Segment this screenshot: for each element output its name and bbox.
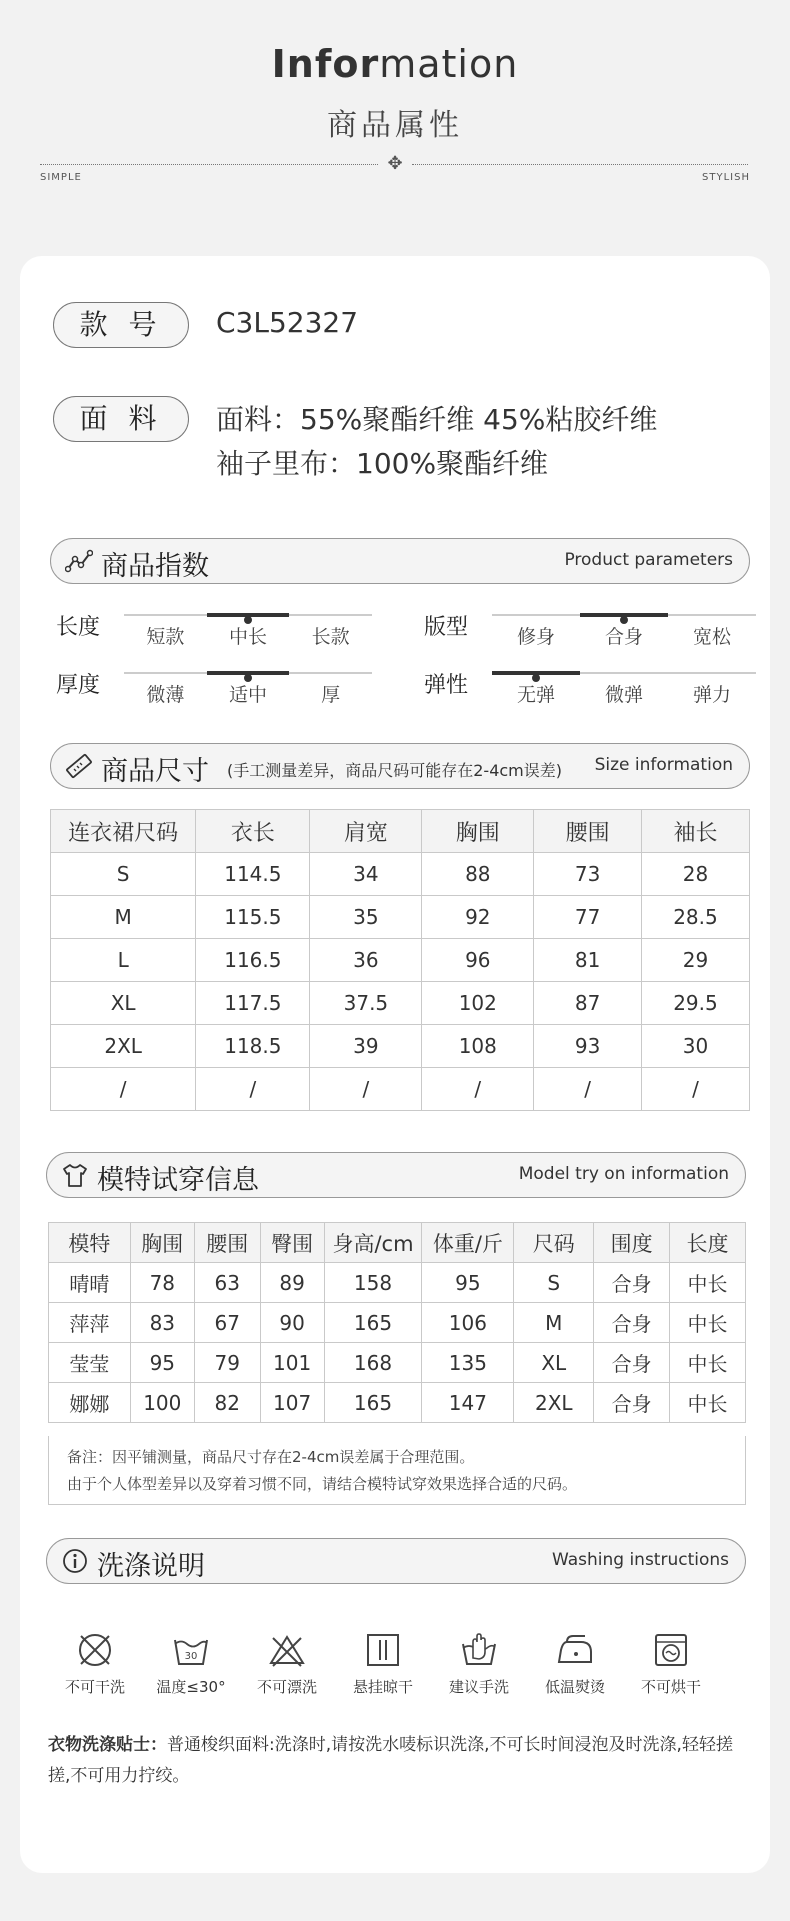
- model-header-cell: 尺码: [514, 1223, 594, 1263]
- model-table-header: [49, 1223, 746, 1263]
- param-option: 微薄: [146, 684, 185, 706]
- model-cell: 晴晴: [49, 1263, 131, 1303]
- trend-line-icon: [65, 547, 93, 575]
- param-option: 宽松: [692, 626, 731, 648]
- size-cell: 102: [422, 982, 534, 1025]
- move-cross-icon: ✥: [387, 153, 403, 174]
- info-icon: [61, 1547, 89, 1575]
- size-table-row: [51, 982, 750, 1025]
- size-cell: 35: [310, 896, 422, 939]
- size-cell: 96: [422, 939, 534, 982]
- wash-label: 低温熨烫: [544, 1678, 605, 1696]
- divider-right: [412, 164, 748, 165]
- size-table-row: [51, 1068, 750, 1111]
- param-label: 版型: [424, 615, 469, 640]
- param-label: 弹性: [424, 673, 469, 698]
- fabric-line-1: 面料：55%聚酯纤维 45%粘胶纤维: [216, 403, 658, 436]
- no-tumble-dry-icon: [651, 1630, 691, 1670]
- size-cell: /: [422, 1068, 534, 1111]
- model-cell: 135: [422, 1343, 514, 1383]
- style-label-pill: 款 号: [53, 302, 189, 348]
- model-table-row: [49, 1303, 746, 1343]
- model-cell: 95: [422, 1263, 514, 1303]
- model-cell: 合身: [594, 1343, 670, 1383]
- model-cell: 165: [324, 1383, 422, 1423]
- size-table-header: [51, 810, 750, 853]
- size-en-title: Size information: [594, 755, 733, 775]
- size-cell: 2XL: [51, 1025, 196, 1068]
- size-cell: 39: [310, 1025, 422, 1068]
- model-table-row: [49, 1383, 746, 1423]
- tshirt-icon: [61, 1161, 89, 1189]
- size-table-row: [51, 896, 750, 939]
- wash-label: 悬挂晾干: [352, 1678, 413, 1696]
- model-cell: 101: [260, 1343, 324, 1383]
- wash-label: 不可烘干: [640, 1678, 701, 1696]
- param-option: 中长: [228, 626, 267, 648]
- model-cell: 合身: [594, 1303, 670, 1343]
- param-option: 弹力: [692, 684, 731, 706]
- header-title: Information: [271, 42, 519, 86]
- model-header-cell: 腰围: [194, 1223, 260, 1263]
- model-cell: 168: [324, 1343, 422, 1383]
- model-cell: 67: [194, 1303, 260, 1343]
- model-cell: 娜娜: [49, 1383, 131, 1423]
- size-cell: /: [534, 1068, 642, 1111]
- model-cell: 79: [194, 1343, 260, 1383]
- washing-en-title: Washing instructions: [551, 1550, 729, 1570]
- remark-line-1: 备注：因平铺测量，商品尺寸存在2-4cm误差属于合理范围。: [67, 1448, 475, 1466]
- model-remark: [48, 1436, 746, 1505]
- model-cell: S: [514, 1263, 594, 1303]
- wash-item-hand-wash: [439, 1630, 519, 1697]
- washing-tip: [48, 1730, 754, 1792]
- size-cell: /: [196, 1068, 310, 1111]
- size-cell: M: [51, 896, 196, 939]
- fabric-line-2: 袖子里布：100%聚酯纤维: [216, 447, 549, 480]
- size-header-cell: 肩宽: [310, 810, 422, 853]
- model-header-cell: 胸围: [130, 1223, 194, 1263]
- model-cell: 147: [422, 1383, 514, 1423]
- size-cell: 117.5: [196, 982, 310, 1025]
- washing-title: 洗涤说明: [97, 1551, 205, 1582]
- remark-line-2: 由于个人体型差异以及穿着习惯不同，请结合模特试穿效果选择合适的尺码。: [67, 1475, 578, 1493]
- size-cell: 37.5: [310, 982, 422, 1025]
- param-option: 修身: [516, 626, 555, 648]
- params-en-title: Product parameters: [564, 550, 733, 570]
- model-cell: 83: [130, 1303, 194, 1343]
- size-table-row: [51, 853, 750, 896]
- size-cell: 114.5: [196, 853, 310, 896]
- size-cell: 30: [641, 1025, 749, 1068]
- model-cell: 莹莹: [49, 1343, 131, 1383]
- size-cell: 118.5: [196, 1025, 310, 1068]
- model-en-title: Model try on information: [518, 1164, 729, 1184]
- model-cell: 萍萍: [49, 1303, 131, 1343]
- size-cell: /: [641, 1068, 749, 1111]
- param-label: 长度: [56, 615, 101, 640]
- param-option: 微弹: [604, 684, 643, 706]
- model-cell: 63: [194, 1263, 260, 1303]
- size-table-row: [51, 1025, 750, 1068]
- wash-item-no-bleach: [247, 1630, 327, 1697]
- size-cell: S: [51, 853, 196, 896]
- size-cell: /: [51, 1068, 196, 1111]
- size-header-cell: 胸围: [422, 810, 534, 853]
- size-cell: 28.5: [641, 896, 749, 939]
- wash-temp-badge: 30: [184, 1651, 198, 1662]
- section-size-info: [50, 743, 750, 789]
- size-title: 商品尺寸: [101, 756, 209, 787]
- tag-stylish: STYLISH: [702, 172, 750, 183]
- param-option: 长款: [311, 626, 350, 648]
- model-header-cell: 长度: [670, 1223, 746, 1263]
- tip-text: 普通梭织面料:洗涤时,请按洗水唛标识洗涤,不可长时间浸泡及时洗涤,轻轻搓搓,不可用力拧绞。: [48, 1735, 733, 1786]
- model-table: [48, 1222, 746, 1423]
- size-header-cell: 连衣裙尺码: [51, 810, 196, 853]
- model-cell: 100: [130, 1383, 194, 1423]
- param-option: 厚: [321, 684, 341, 706]
- model-cell: XL: [514, 1343, 594, 1383]
- model-cell: 合身: [594, 1263, 670, 1303]
- size-table: [50, 809, 750, 1111]
- param-option: 无弹: [516, 684, 555, 706]
- params-title: 商品指数: [101, 551, 209, 582]
- hand-wash-icon: [459, 1630, 499, 1670]
- size-cell: 81: [534, 939, 642, 982]
- model-cell: 107: [260, 1383, 324, 1423]
- size-note: (手工测量差异，商品尺码可能存在2-4cm误差): [227, 761, 563, 780]
- size-cell: 116.5: [196, 939, 310, 982]
- size-cell: 29.5: [641, 982, 749, 1025]
- size-cell: 73: [534, 853, 642, 896]
- size-cell: L: [51, 939, 196, 982]
- size-cell: 115.5: [196, 896, 310, 939]
- wash-label: 温度≤30°: [156, 1678, 226, 1696]
- model-table-row: [49, 1263, 746, 1303]
- size-cell: 92: [422, 896, 534, 939]
- model-cell: 中长: [670, 1383, 746, 1423]
- wash-item-low-iron: [535, 1630, 615, 1697]
- no-bleach-icon: [267, 1630, 307, 1670]
- model-cell: 合身: [594, 1383, 670, 1423]
- size-cell: 34: [310, 853, 422, 896]
- size-cell: 29: [641, 939, 749, 982]
- model-cell: 89: [260, 1263, 324, 1303]
- size-cell: 87: [534, 982, 642, 1025]
- model-header-cell: 体重/斤: [422, 1223, 514, 1263]
- model-cell: 90: [260, 1303, 324, 1343]
- wash-label: 建议手洗: [448, 1678, 509, 1696]
- size-header-cell: 袖长: [641, 810, 749, 853]
- model-header-cell: 身高/cm: [324, 1223, 422, 1263]
- section-washing: [46, 1538, 746, 1584]
- model-cell: 中长: [670, 1343, 746, 1383]
- low-iron-icon: [555, 1630, 595, 1670]
- section-model-info: [46, 1152, 746, 1198]
- param-label: 厚度: [56, 673, 101, 698]
- no-dry-clean-icon: [75, 1630, 115, 1670]
- model-cell: 165: [324, 1303, 422, 1343]
- size-cell: /: [310, 1068, 422, 1111]
- tag-simple: SIMPLE: [40, 172, 82, 183]
- model-title: 模特试穿信息: [97, 1165, 259, 1196]
- tip-label: 衣物洗涤贴士：: [48, 1735, 167, 1755]
- model-cell: 106: [422, 1303, 514, 1343]
- size-cell: 77: [534, 896, 642, 939]
- model-cell: 158: [324, 1263, 422, 1303]
- wash-item-hang-dry: [343, 1630, 423, 1697]
- header-subtitle: 商品属性: [327, 108, 463, 143]
- model-header-cell: 围度: [594, 1223, 670, 1263]
- size-table-row: [51, 939, 750, 982]
- size-header-cell: 衣长: [196, 810, 310, 853]
- model-cell: 95: [130, 1343, 194, 1383]
- model-cell: 中长: [670, 1303, 746, 1343]
- size-cell: 93: [534, 1025, 642, 1068]
- section-product-params: [50, 538, 750, 584]
- size-header-cell: 腰围: [534, 810, 642, 853]
- model-cell: 中长: [670, 1263, 746, 1303]
- model-cell: 82: [194, 1383, 260, 1423]
- param-option: 短款: [146, 626, 185, 648]
- size-cell: 28: [641, 853, 749, 896]
- size-cell: 88: [422, 853, 534, 896]
- wash-label: 不可干洗: [64, 1678, 125, 1696]
- wash-label: 不可漂洗: [256, 1678, 317, 1696]
- param-option: 合身: [604, 626, 643, 648]
- model-cell: 78: [130, 1263, 194, 1303]
- ruler-icon: [65, 752, 93, 780]
- param-option: 适中: [228, 684, 267, 706]
- fabric-label-pill: 面 料: [53, 396, 189, 442]
- wash-item-30: [151, 1630, 231, 1697]
- model-table-row: [49, 1343, 746, 1383]
- size-cell: 108: [422, 1025, 534, 1068]
- size-cell: XL: [51, 982, 196, 1025]
- size-cell: 36: [310, 939, 422, 982]
- wash-30-icon: [171, 1630, 211, 1670]
- wash-item-no-dry-clean: [55, 1630, 135, 1697]
- hang-dry-icon: [363, 1630, 403, 1670]
- model-cell: 2XL: [514, 1383, 594, 1423]
- divider-left: [40, 164, 378, 165]
- wash-item-no-tumble-dry: [631, 1630, 711, 1697]
- model-header-cell: 模特: [49, 1223, 131, 1263]
- model-header-cell: 臀围: [260, 1223, 324, 1263]
- model-cell: M: [514, 1303, 594, 1343]
- style-number: C3L52327: [216, 306, 359, 339]
